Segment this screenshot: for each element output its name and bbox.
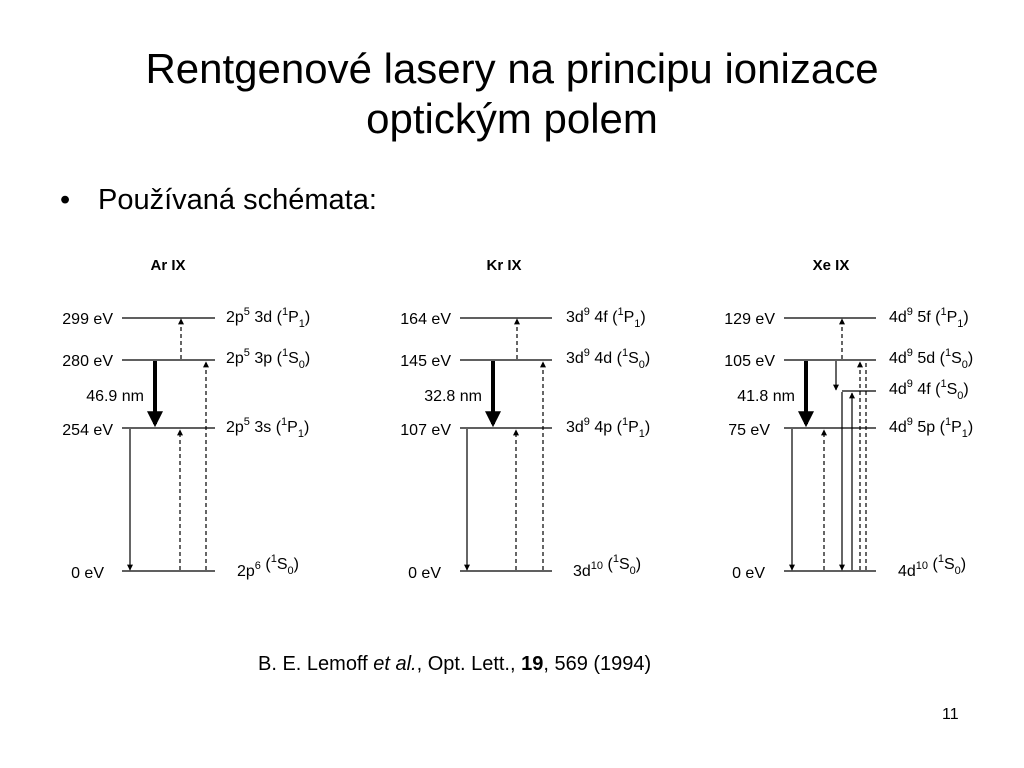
diagram-title-xe: Xe IX <box>812 257 850 274</box>
energy-label: 75 eV <box>728 422 770 439</box>
energy-label: 129 eV <box>724 311 775 328</box>
state-label: $3d^9$ 4p $(^1P_1)$ <box>566 416 651 440</box>
energy-label: 0 eV <box>408 565 441 582</box>
slide-title-line-2: optickým polem <box>366 95 658 142</box>
state-label: $2p^5$ 3p $(^1S_0)$ <box>226 347 311 371</box>
page-number: 11 <box>942 706 959 723</box>
state-label: $2p^6$ $(^1S_0)$ <box>237 553 299 580</box>
bullet-marker: • <box>60 184 71 216</box>
citation-pages-year: , 569 (1994) <box>543 653 652 675</box>
diagram-title-ar: Ar IX <box>150 257 186 274</box>
state-label: $2p^5$ 3s $(^1P_1)$ <box>226 416 310 440</box>
bullet-text: Používaná schémata: <box>98 184 377 216</box>
diagram-title-kr: Kr IX <box>486 257 522 274</box>
diagram-xe-ix <box>724 257 973 582</box>
citation-journal: , Opt. Lett., <box>416 653 522 675</box>
diagram-kr-ix <box>400 257 650 582</box>
state-label: $2p^5$ 3d $(^1P_1)$ <box>226 306 311 330</box>
state-label: $4d^9$ 5p $(^1P_1)$ <box>889 416 974 440</box>
energy-label: 280 eV <box>62 353 113 370</box>
energy-label: 254 eV <box>62 422 113 439</box>
energy-label: 107 eV <box>400 422 451 439</box>
citation-authors: B. E. Lemoff <box>258 653 374 675</box>
wavelength-label: 46.9 nm <box>86 388 144 405</box>
state-label: $3d^9$ 4f $(^1P_1)$ <box>566 306 646 330</box>
citation-volume: 19 <box>521 653 544 675</box>
citation-etal: et al. <box>373 653 417 675</box>
state-label: $3d^9$ 4d $(^1S_0)$ <box>566 347 651 371</box>
energy-label: 105 eV <box>724 353 775 370</box>
diagram-ar-ix <box>62 257 310 582</box>
citation <box>258 650 651 678</box>
state-label: $4d^9$ 5f $(^1P_1)$ <box>889 306 969 330</box>
energy-label: 145 eV <box>400 353 451 370</box>
energy-label: 0 eV <box>71 565 104 582</box>
state-label: $4d^9$ 4f $(^1S_0)$ <box>889 378 969 402</box>
state-label: $4d^9$ 5d $(^1S_0)$ <box>889 347 974 371</box>
state-label: $4d^{10}$ $(^1S_0)$ <box>898 553 967 580</box>
energy-label: 0 eV <box>732 565 765 582</box>
energy-label: 299 eV <box>62 311 113 328</box>
wavelength-label: 32.8 nm <box>424 388 482 405</box>
state-label: $3d^{10}$ $(^1S_0)$ <box>573 553 642 580</box>
slide-title-line-1: Rentgenové lasery na principu ionizace <box>145 45 879 92</box>
wavelength-label: 41.8 nm <box>737 388 795 405</box>
energy-label: 164 eV <box>400 311 451 328</box>
